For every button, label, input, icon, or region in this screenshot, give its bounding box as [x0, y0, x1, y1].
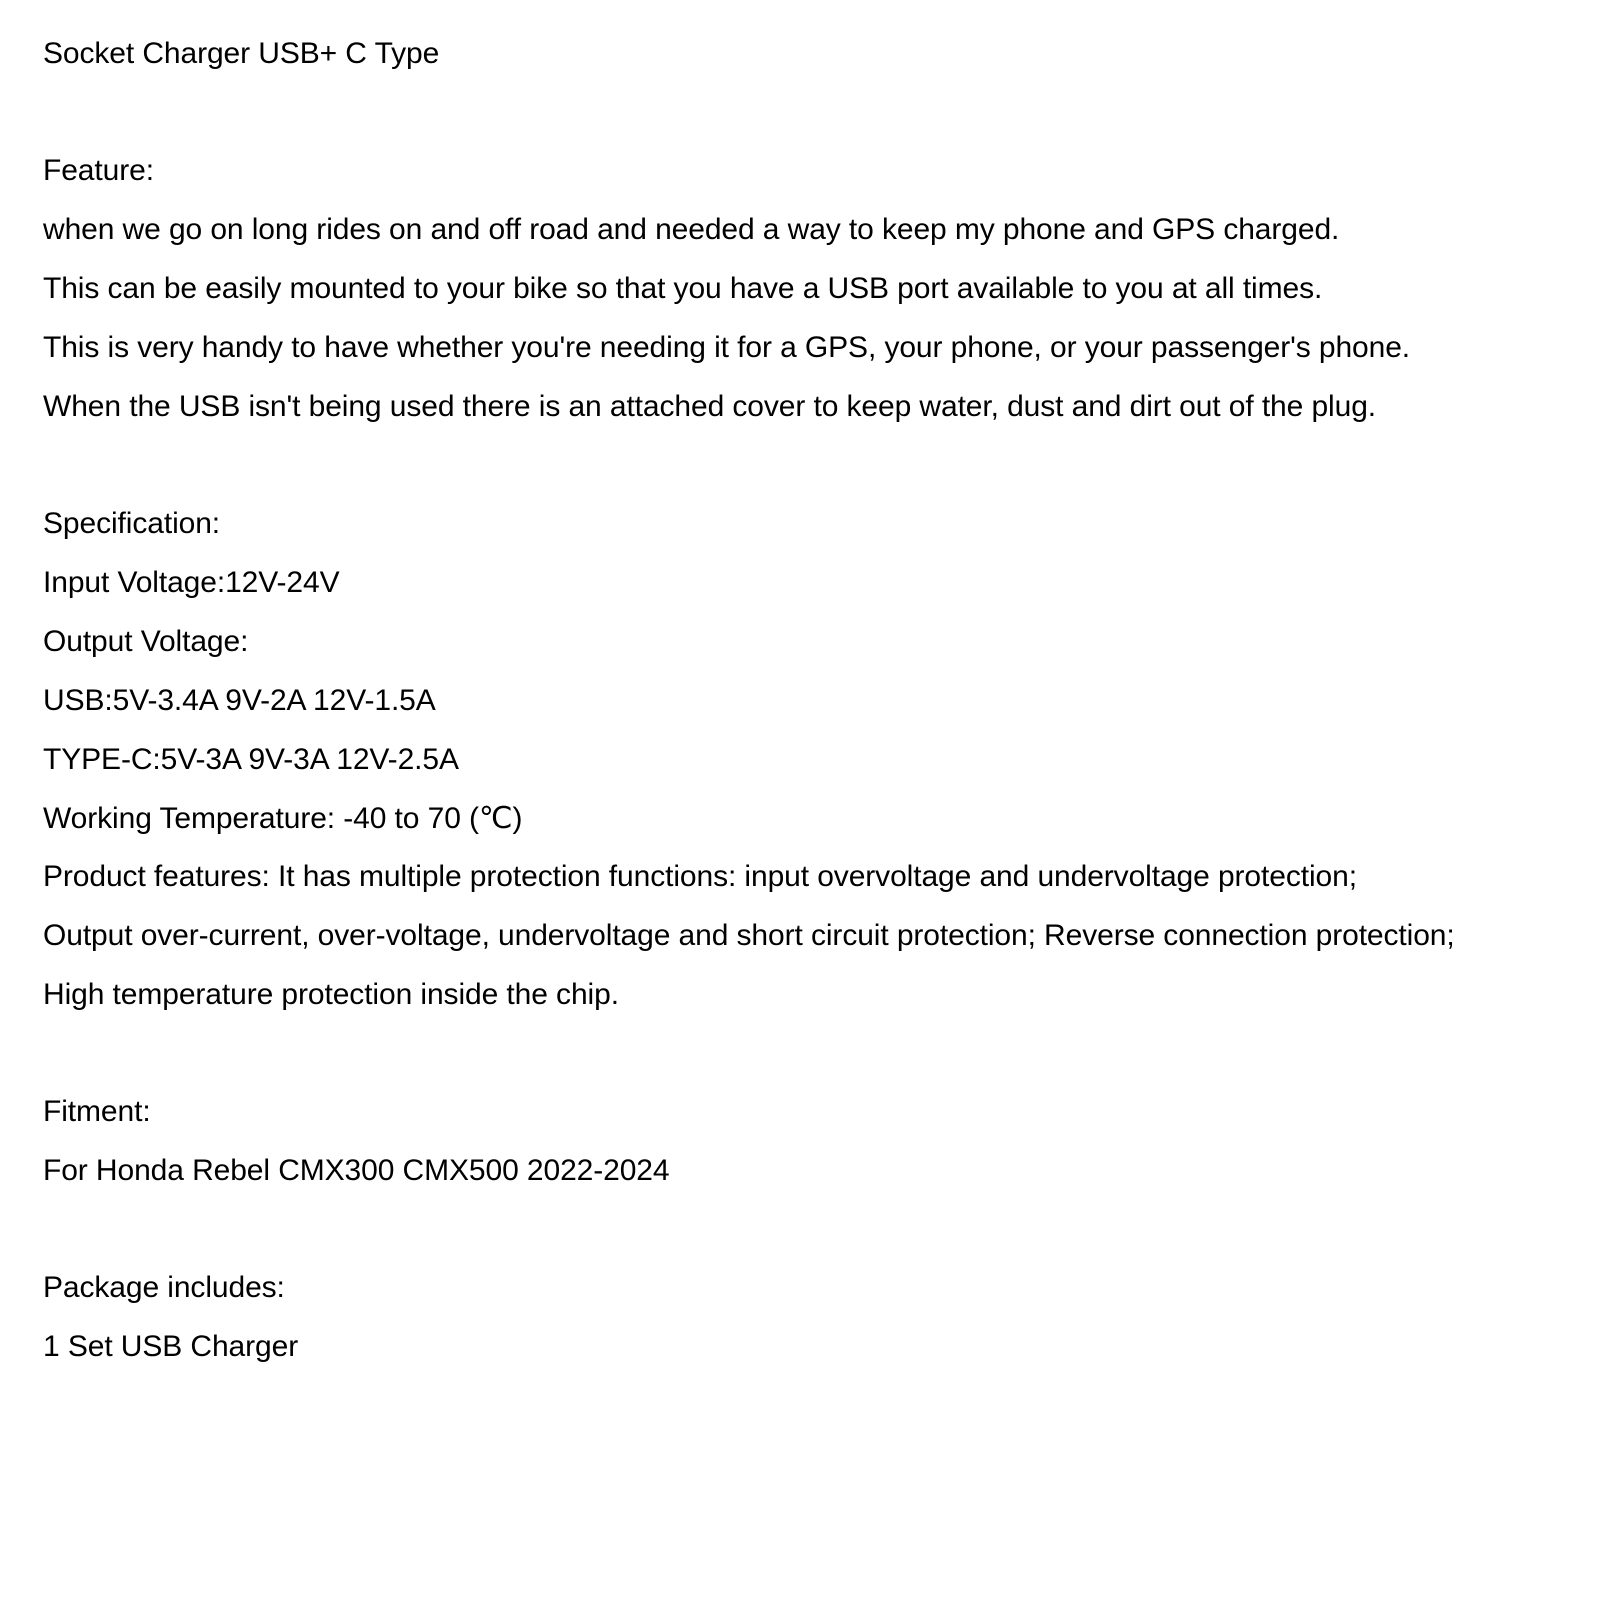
- specification-heading: Specification:: [43, 507, 221, 540]
- fitment-heading: Fitment:: [43, 1095, 151, 1128]
- package-item: 1 Set USB Charger: [43, 1330, 299, 1363]
- spec-working-temperature: Working Temperature: -40 to 70 (℃): [43, 802, 523, 835]
- spec-usb-output: USB:5V-3.4A 9V-2A 12V-1.5A: [43, 684, 436, 717]
- page-title: Socket Charger USB+ C Type: [43, 37, 440, 70]
- spec-product-features: Product features: It has multiple protection functions: input overvoltage and undervoltage protection;: [43, 860, 1357, 893]
- fitment-line: For Honda Rebel CMX300 CMX500 2022-2024: [43, 1154, 670, 1187]
- spec-input-voltage: Input Voltage:12V-24V: [43, 566, 340, 599]
- spec-type-c-output: TYPE-C:5V-3A 9V-3A 12V-2.5A: [43, 743, 459, 776]
- feature-line: when we go on long rides on and off road and needed a way to keep my phone and GPS charged.: [43, 213, 1340, 246]
- package-heading: Package includes:: [43, 1271, 285, 1304]
- spec-product-features: High temperature protection inside the chip.: [43, 978, 619, 1011]
- spec-output-voltage: Output Voltage:: [43, 625, 249, 658]
- feature-heading: Feature:: [43, 154, 154, 187]
- feature-line: This can be easily mounted to your bike so that you have a USB port available to you at all times.: [43, 272, 1323, 305]
- spec-product-features: Output over-current, over-voltage, undervoltage and short circuit protection; Reverse connection protection;: [43, 919, 1455, 952]
- feature-line: This is very handy to have whether you're needing it for a GPS, your phone, or your passenger's phone.: [43, 331, 1411, 364]
- feature-line: When the USB isn't being used there is an attached cover to keep water, dust and dirt out of the plug.: [43, 390, 1377, 423]
